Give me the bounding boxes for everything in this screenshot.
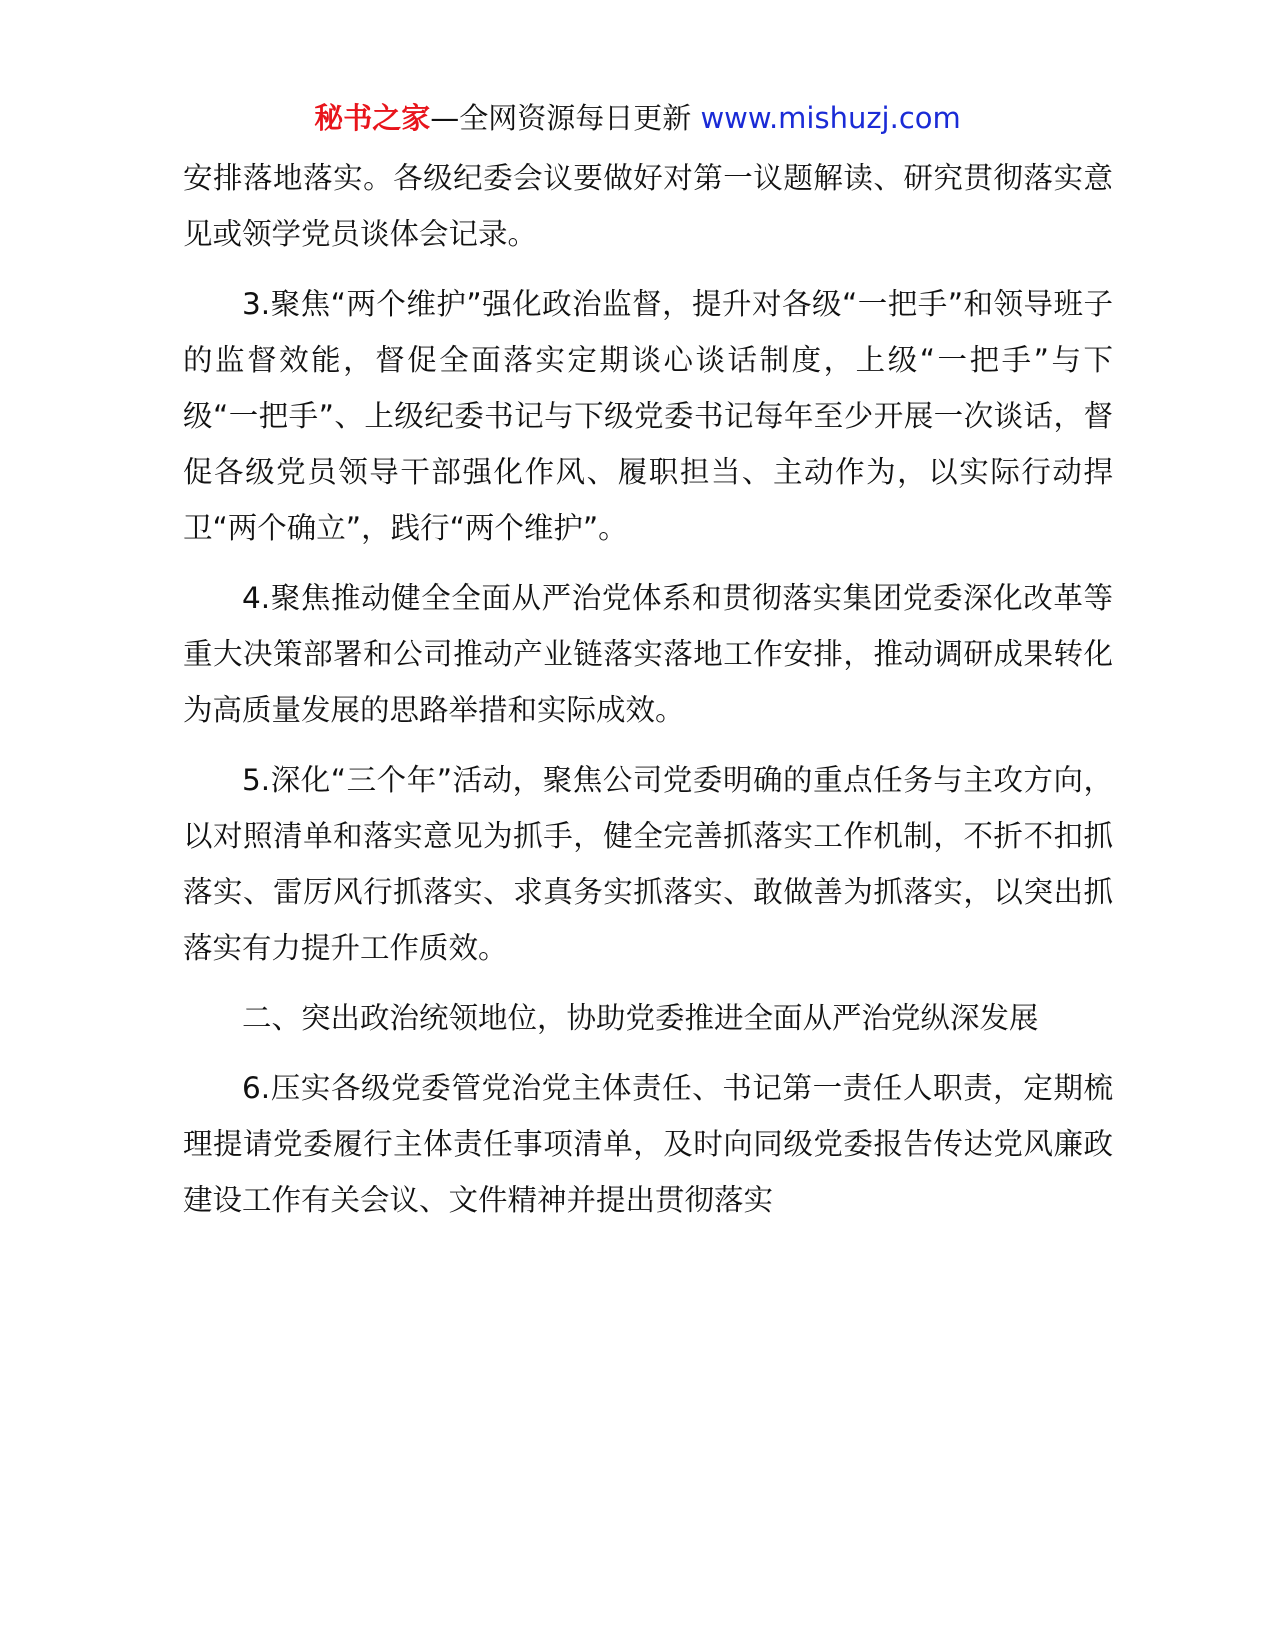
paragraph-continuation: 安排落地落实。各级纪委会议要做好对第一议题解读、研究贯彻落实意见或领学党员谈体会记录。 [183,161,1113,251]
paragraph-item-6: 6.压实各级党委管党治党主体责任、书记第一责任人职责，定期梳理提请党委履行主体责任事项清单，及时向同级党委报告传达党风廉政建设工作有关会议、文件精神并提出贯彻落实 [183,1071,1113,1217]
brand-name: 秘书之家 [314,101,431,135]
paragraph-item-5: 5.深化“三个年”活动，聚焦公司党委明确的重点任务与主攻方向，以对照清单和落实意见为抓手，健全完善抓落实工作机制，不折不扣抓落实、雷厉风行抓落实、求真务实抓落实、敢做善为抓落实，以突出抓落实有力提升工作质效。 [183,763,1113,965]
paragraph-item-4: 4.聚焦推动健全全面从严治党体系和贯彻落实集团党委深化改革等重大决策部署和公司推动产业链落实落地工作安排，推动调研成果转化为高质量发展的思路举措和实际成效。 [183,581,1113,727]
page-header [0,98,1275,138]
document-body [183,150,1113,1242]
website-link[interactable]: www.mishuzj.com [700,101,961,135]
section-heading-2: 二、突出政治统领地位，协助党委推进全面从严治党纵深发展 [242,1001,1039,1035]
header-slogan: —全网资源每日更新 [430,101,692,135]
paragraph-item-3: 3.聚焦“两个维护”强化政治监督，提升对各级“一把手”和领导班子的监督效能，督促全面落实定期谈心谈话制度，上级“一把手”与下级“一把手”、上级纪委书记与下级党委书记每年至少开展一次谈话，督促各级党员领导干部强化作风、履职担当、主动作为，以实际行动捍卫“两个确立”，践行“两个维护”。 [183,287,1113,545]
